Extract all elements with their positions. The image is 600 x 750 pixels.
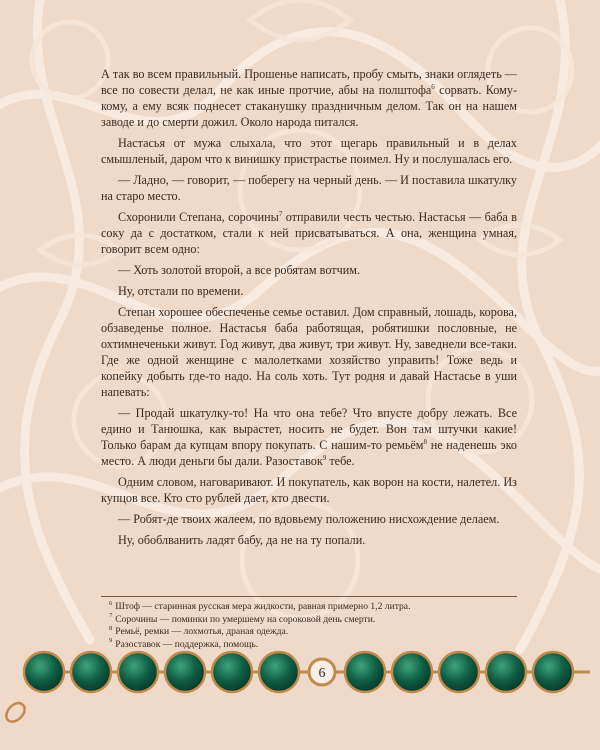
page-number: 6 <box>318 666 326 681</box>
footnote-ref: 6 <box>431 82 435 91</box>
paragraph: А так во всем правильный. Прошенье написать, пробу смыть, знаки оглядеть — все по совести делал, не как иные протчие, абы на полштофа$^6$ сорвать. Кому-кому, а ему всяк поднесет стаканушку праздничным делом. Так он на нашем заводе и до смерти дожил. Около народа питался. <box>101 67 517 129</box>
clasp-hook <box>6 703 24 722</box>
malachite-bracelet-ornament <box>0 637 600 750</box>
footnote: $^6$ Штоф — старинная русская мера жидкости, равная примерно 1,2 литра. <box>109 599 411 612</box>
malachite-bead <box>259 652 299 692</box>
paragraph: — Робят-де твоих жалеем, по вдовьему положению нисхождение делаем. <box>118 512 500 526</box>
paragraph: — Ладно, — говорит, — поберегу на черный день. — И поставила шкатулку на старо место. <box>101 173 517 203</box>
paragraph: Настасья от мужа слыхала, что этот щегарь правильный и в делах смышленый, даром что к винишку пристрастье поимел. Ну и послушалась его. <box>101 136 517 166</box>
paragraph: — Хоть золотой второй, а все робятам вотчим. <box>118 263 360 277</box>
malachite-bead <box>392 652 432 692</box>
malachite-bead <box>71 652 111 692</box>
malachite-bead <box>165 652 205 692</box>
footnote-ref: 9 <box>322 453 327 462</box>
malachite-bead <box>439 652 479 692</box>
malachite-bead <box>118 652 158 692</box>
footnote: $^9$ Разоставок — поддержка, помощь. <box>109 637 259 650</box>
malachite-bead <box>533 652 573 692</box>
paragraph: Ну, отстали по времени. <box>118 284 244 298</box>
paragraph: Одним словом, наговаривают. И покупатель, как ворон на кости, налетел. Из купцов все. Кто сто рублей дает, кто двести. <box>101 475 517 505</box>
main-text <box>101 66 517 553</box>
footnote: $^8$ Ремьё, ремки — лохмотья, драная одежда. <box>109 624 289 637</box>
footnote-ref: 8 <box>423 437 428 446</box>
malachite-bead <box>486 652 526 692</box>
malachite-bead <box>24 652 64 692</box>
footnote-ref: 7 <box>278 209 283 218</box>
paragraph: Степан хорошее обеспеченье семье оставил. Дом справный, лошадь, корова, обзаведенье полное. Настасья баба работящая, робятишки пословные, не охтимнеченьки живут. Год живут, два живут, три живут. Ну, заведнели все-таки. Где же одной женщине с малолетками хозяйство управить! Тоже ведь и копейку добыть где-то надо. На соль хоть. Тут родня и давай Настасье в уши напевать: <box>101 305 517 399</box>
paragraph: — Продай шкатулку-то! На что она тебе? Что впусте добру лежать. Все едино и Танюшка, как вырастет, носить не будет. Вон там штучки какие! Только барам да купцам впору покупать. С нашим-то ремьём$^8$ не наденешь эко место. А люди деньги бы дали. Разоставок$^9$ тебе. <box>101 406 517 468</box>
malachite-bead <box>212 652 252 692</box>
footnote: $^7$ Сорочины — поминки по умершему на сороковой день смерти. <box>109 612 376 625</box>
paragraph: Ну, обоблванить ладят бабу, да не на ту попали. <box>118 533 366 547</box>
paragraph: Схоронили Степана, сорочины$^7$ отправили честь честью. Настасья — баба в соку да с достатком, стали к ней присватываться. А она, женщина умная, говорит всем одно: <box>101 209 517 256</box>
malachite-bead <box>345 652 385 692</box>
